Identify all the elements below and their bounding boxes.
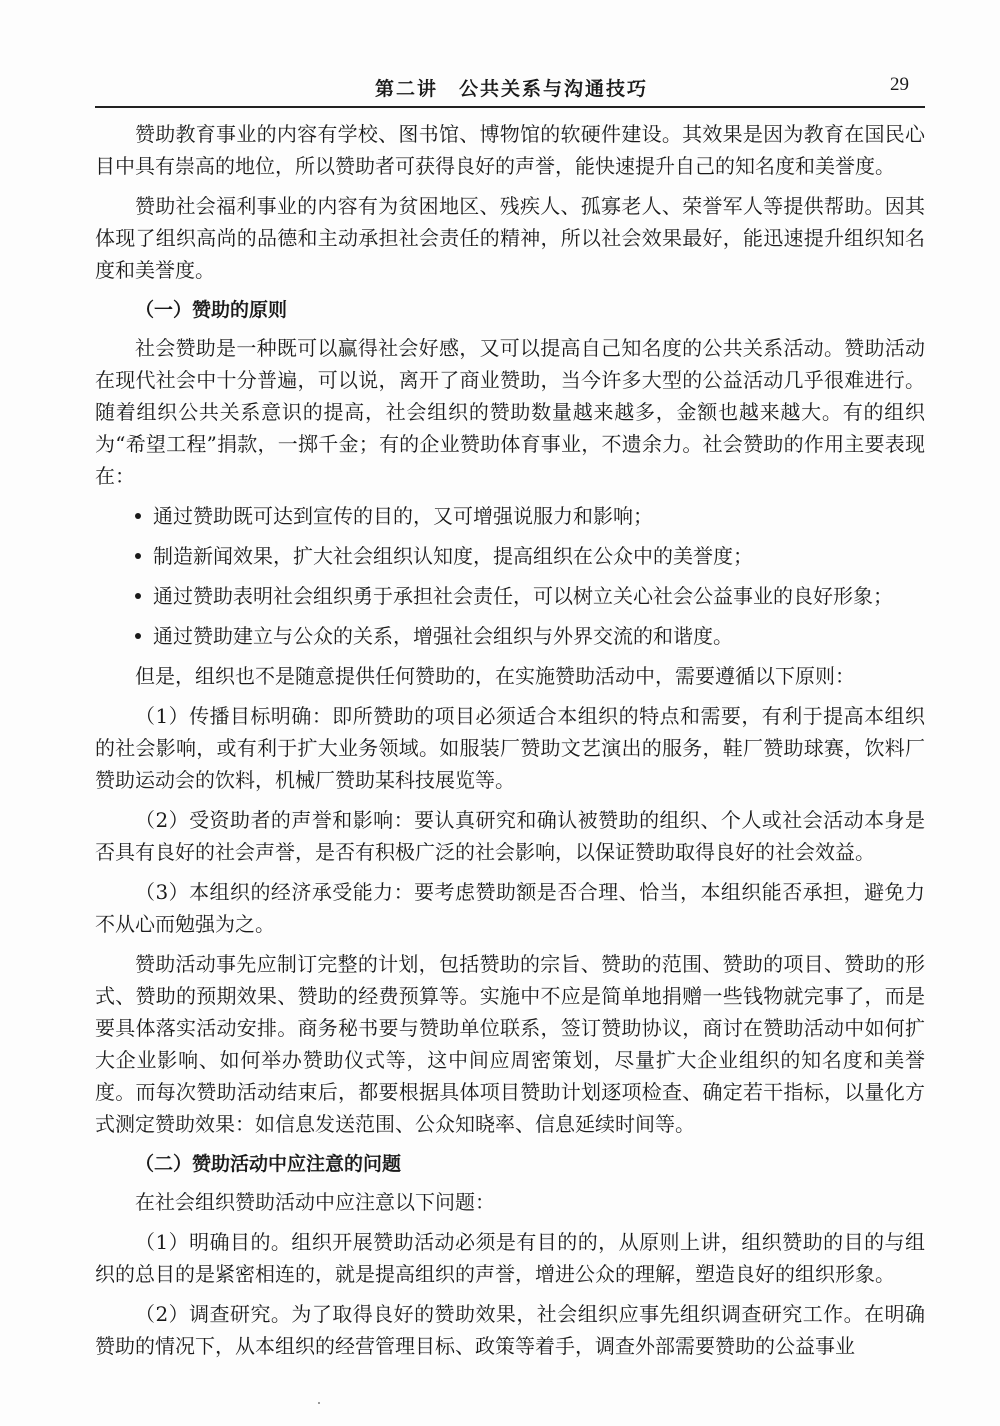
bullet-text: 通过赞助表明社会组织勇于承担社会责任，可以树立关心社会公益事业的良好形象； bbox=[153, 584, 893, 608]
bullet-item bbox=[95, 580, 925, 612]
paragraph: （3）本组织的经济承受能力：要考虑赞助额是否合理、恰当，本组织能否承担，避免力不从心而勉强为之。 bbox=[95, 880, 925, 936]
bullet-text: 通过赞助既可达到宣传的目的，又可增强说服力和影响； bbox=[153, 504, 653, 528]
body-text bbox=[95, 118, 925, 1370]
bullet-icon bbox=[135, 553, 141, 559]
section-heading: （二）赞助活动中应注意的问题 bbox=[135, 1153, 402, 1175]
paragraph: 赞助活动事先应制订完整的计划，包括赞助的宗旨、赞助的范围、赞助的项目、赞助的形式、赞助的预期效果、赞助的经费预算等。实施中不应是简单地捐赠一些钱物就完事了，而是要具体落实活动安排。商务秘书要与赞助单位联系，签订赞助协议，商讨在赞助活动中如何扩大企业影响、如何举办赞助仪式等，这中间应周密策划，尽量扩大企业组织的知名度和美誉度。而每次赞助活动结束后，都要根据具体项目赞助计划逐项检查、确定若干指标，以量化方式测定赞助效果：如信息发送范围、公众知晓率、信息延续时间等。 bbox=[95, 952, 925, 1136]
paragraph: （1）传播目标明确：即所赞助的项目必须适合本组织的特点和需要，有利于提高本组织的社会影响，或有利于扩大业务领域。如服装厂赞助文艺演出的服务，鞋厂赞助球赛，饮料厂赞助运动会的饮料，机械厂赞助某科技展览等。 bbox=[95, 704, 925, 792]
page-number: 29 bbox=[890, 74, 909, 95]
section-heading: （一）赞助的原则 bbox=[135, 299, 288, 321]
bullet-text: 制造新闻效果，扩大社会组织认知度，提高组织在公众中的美誉度； bbox=[153, 544, 753, 568]
paragraph: 社会赞助是一种既可以赢得社会好感，又可以提高自己知名度的公共关系活动。赞助活动在现代社会中十分普遍，可以说，离开了商业赞助，当今许多大型的公益活动几乎很难进行。随着组织公共关系意识的提高，社会组织的赞助数量越来越多，金额也越来越大。有的组织为“希望工程”捐款，一掷千金；有的企业赞助体育事业，不遗余力。社会赞助的作用主要表现在： bbox=[95, 336, 925, 488]
chapter-title: 第二讲 公共关系与沟通技巧 bbox=[375, 78, 649, 100]
bullet-icon bbox=[135, 633, 141, 639]
paragraph: 但是，组织也不是随意提供任何赞助的，在实施赞助活动中，需要遵循以下原则： bbox=[135, 664, 855, 688]
scan-speck bbox=[318, 1402, 320, 1404]
paragraph: （2）调查研究。为了取得良好的赞助效果，社会组织应事先组织调查研究工作。在明确赞助的情况下，从本组织的经营管理目标、政策等着手，调查外部需要赞助的公益事业 bbox=[95, 1302, 925, 1358]
paragraph: （1）明确目的。组织开展赞助活动必须是有目的的，从原则上讲，组织赞助的目的与组织的总目的是紧密相连的，就是提高组织的声誉，增进公众的理解，塑造良好的组织形象。 bbox=[95, 1230, 925, 1286]
bullet-item bbox=[95, 500, 925, 532]
paragraph: 在社会组织赞助活动中应注意以下问题： bbox=[135, 1190, 495, 1214]
paragraph: 赞助教育事业的内容有学校、图书馆、博物馆的软硬件建设。其效果是因为教育在国民心目中具有崇高的地位，所以赞助者可获得良好的声誉，能快速提升自己的知名度和美誉度。 bbox=[95, 122, 925, 178]
paragraph: （2）受资助者的声誉和影响：要认真研究和确认被赞助的组织、个人或社会活动本身是否具有良好的社会声誉，是否有积极广泛的社会影响，以保证赞助取得良好的社会效益。 bbox=[95, 808, 925, 864]
bullet-item bbox=[95, 540, 925, 572]
bullet-icon bbox=[135, 513, 141, 519]
paragraph: 赞助社会福利事业的内容有为贫困地区、残疾人、孤寡老人、荣誉军人等提供帮助。因其体现了组织高尚的品德和主动承担社会责任的精神，所以社会效果最好，能迅速提升组织知名度和美誉度。 bbox=[95, 194, 925, 282]
running-header bbox=[95, 74, 925, 108]
bullet-item bbox=[95, 620, 925, 652]
bullet-text: 通过赞助建立与公众的关系，增强社会组织与外界交流的和谐度。 bbox=[153, 624, 733, 648]
bullet-icon bbox=[135, 593, 141, 599]
